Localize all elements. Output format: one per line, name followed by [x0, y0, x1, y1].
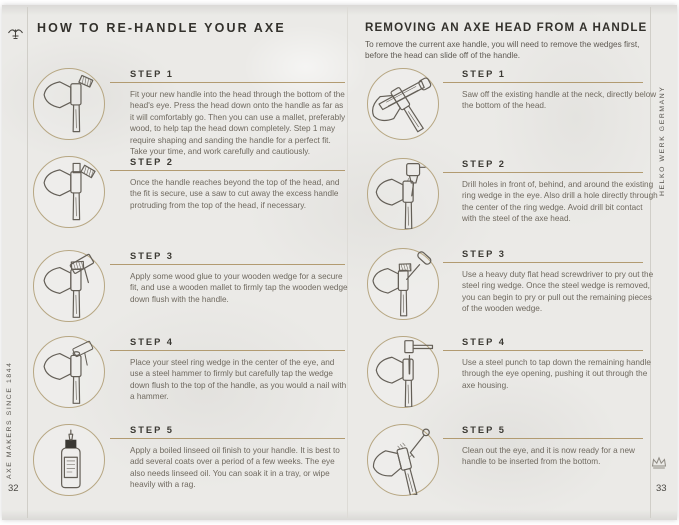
- step-text: Use a steel punch to tap down the remaining handle through the eye opening, pushing it out through the axe housing.: [462, 358, 651, 390]
- step-label: STEP 3: [462, 249, 506, 259]
- left-step-1: [33, 68, 358, 158]
- left-page-title: HOW TO RE-HANDLE YOUR AXE: [37, 21, 286, 35]
- step-label: STEP 1: [462, 69, 506, 79]
- page-number-left: 32: [8, 483, 19, 494]
- left-step-2: [33, 156, 358, 246]
- step-text: Apply some wood glue to your wooden wedge for a secure fit, and use a wooden mallet to firmly tap the wooden wedge down flush with the handle.: [130, 272, 348, 304]
- step-rule: [110, 438, 345, 439]
- right-step-5: [367, 424, 679, 514]
- step-rule: [110, 264, 345, 265]
- right-step-4: [367, 336, 679, 426]
- step-label: STEP 2: [462, 159, 506, 169]
- step-rule: [110, 350, 345, 351]
- step-label: STEP 5: [462, 425, 506, 435]
- step-rule: [110, 82, 345, 83]
- step-rule: [443, 82, 643, 83]
- step-text: Apply a boiled linseed oil finish to your handle. It is best to add several coats over a period of a few weeks. The eye also needs linseed oil. You can soak it in a tray, or wipe heavily with a rag.: [130, 446, 340, 490]
- axe-handle-trim-illustration: [33, 156, 105, 228]
- step-rule: [443, 438, 643, 439]
- right-page-intro: To remove the current axe handle, you will need to remove the wedges first, before the head can slide off of the handle.: [365, 40, 640, 60]
- right-edge-brand: HELKO WERK GERMANY: [659, 85, 666, 196]
- step-text: Fit your new handle into the head through the bottom of the head's eye. Press the head down onto the handle as far as it will comfortably go. Then you can use a mallet, preferably wood, to help tap the head down completely. Step 1 may require shaping and sanding the handle for a perfect fit. Take your time, and work carefully and cautiously.: [130, 90, 346, 157]
- step-label: STEP 1: [130, 69, 174, 79]
- step-label: STEP 4: [130, 337, 174, 347]
- step-label: STEP 2: [130, 157, 174, 167]
- step-text: Clean out the eye, and it is now ready for a new handle to be inserted from the bottom.: [462, 446, 635, 467]
- steel-punch-illustration: [367, 336, 439, 408]
- hammer-steel-wedge-illustration: [33, 336, 105, 408]
- left-margin-rule: [27, 7, 28, 518]
- left-step-5: [33, 424, 358, 514]
- right-step-2: [367, 158, 679, 248]
- step-rule: [443, 350, 643, 351]
- step-text: Drill holes in front of, behind, and around the existing ring wedge in the eye. Also drill a hole directly through the center of the ring wedge. Avoid drill bit contact with the steel of the axe head.: [462, 180, 658, 224]
- left-edge-tagline: AXE MAKERS SINCE 1844: [6, 361, 13, 479]
- step-text: Saw off the existing handle at the neck, directly below the bottom of the head.: [462, 90, 657, 111]
- clean-eye-illustration: [367, 424, 439, 496]
- right-step-3: [367, 248, 679, 338]
- screwdriver-pry-illustration: [367, 248, 439, 320]
- step-text: Use a heavy duty flat head screwdriver to pry out the steel ring wedge. Once the steel wedge is removed, you can begin to pry or pull out the remaining pieces of the wooden wedge.: [462, 270, 654, 314]
- axe-handle-inserted-illustration: [33, 68, 105, 140]
- step-rule: [110, 170, 345, 171]
- left-step-4: [33, 336, 358, 426]
- right-step-1: [367, 68, 679, 158]
- step-label: STEP 3: [130, 251, 174, 261]
- linseed-oil-bottle-illustration: [33, 424, 105, 496]
- step-rule: [443, 262, 643, 263]
- step-text: Once the handle reaches beyond the top of the head, and the fit is secure, use a saw to cut away the excess handle protruding from the top of the head, if necessary.: [130, 178, 340, 210]
- left-step-3: [33, 250, 358, 340]
- step-rule: [443, 172, 643, 173]
- saw-handle-illustration: [367, 68, 439, 140]
- page-number-right: 33: [656, 483, 667, 494]
- drill-wedge-illustration: [367, 158, 439, 230]
- step-label: STEP 5: [130, 425, 174, 435]
- right-page-title: REMOVING AN AXE HEAD FROM A HANDLE: [365, 21, 648, 34]
- step-text: Place your steel ring wedge in the center of the eye, and use a steel hammer to firmly but carefully tap the wedge down flush to the top of the handle, as you would a nail with a hammer.: [130, 358, 347, 402]
- mallet-wooden-wedge-illustration: [33, 250, 105, 322]
- eagle-logo-icon: [7, 24, 24, 41]
- step-label: STEP 4: [462, 337, 506, 347]
